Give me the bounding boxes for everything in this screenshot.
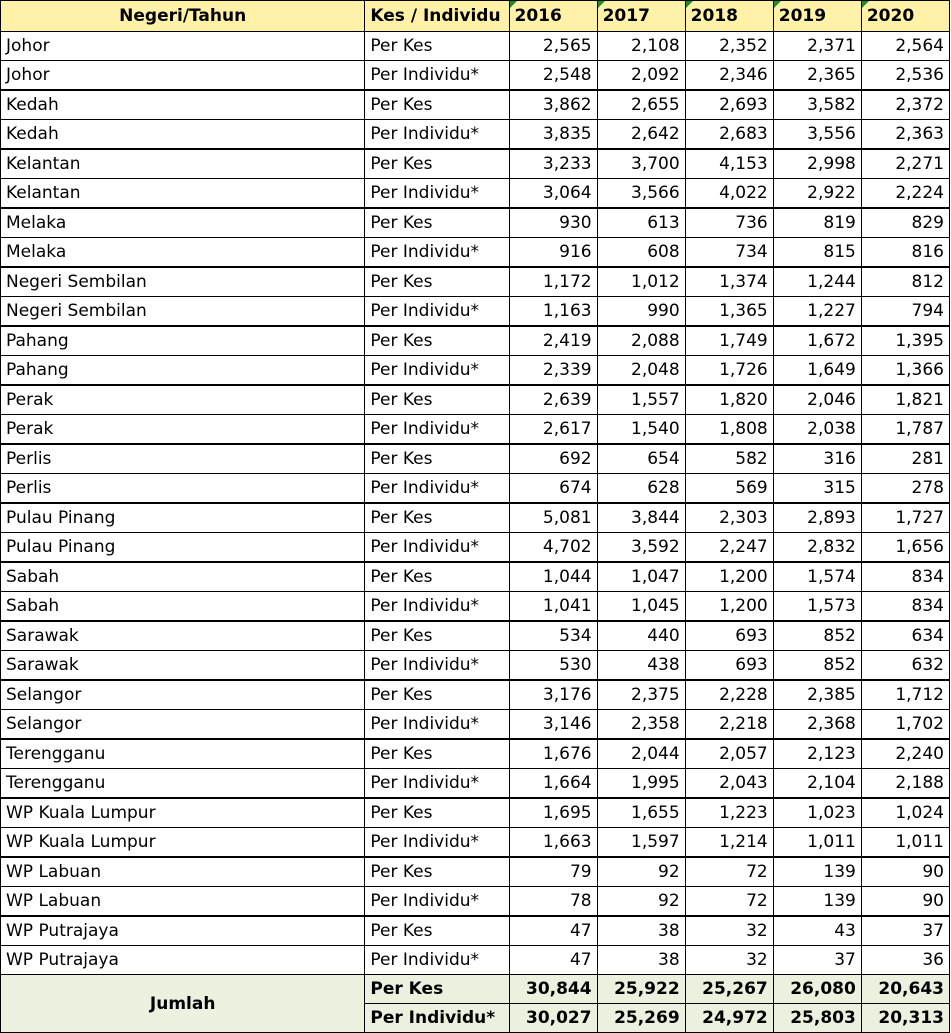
value-cell[interactable]: 37: [773, 946, 861, 975]
total-value-cell[interactable]: 25,803: [773, 1004, 861, 1033]
type-cell[interactable]: Per Individu*: [365, 120, 509, 150]
state-cell[interactable]: Terengganu: [1, 739, 365, 769]
total-value-cell[interactable]: 30,027: [509, 1004, 597, 1033]
value-cell[interactable]: 2,642: [597, 120, 685, 150]
value-cell[interactable]: 1,012: [597, 267, 685, 297]
value-cell[interactable]: 3,582: [773, 90, 861, 120]
value-cell[interactable]: 2,565: [509, 32, 597, 61]
table-row: [1, 798, 950, 828]
state-cell[interactable]: Perak: [1, 385, 365, 415]
state-cell[interactable]: WP Putrajaya: [1, 946, 365, 975]
type-cell[interactable]: Per Kes: [365, 385, 509, 415]
value-cell[interactable]: 2,365: [773, 61, 861, 91]
type-cell[interactable]: Per Kes: [365, 208, 509, 238]
value-cell[interactable]: 3,835: [509, 120, 597, 150]
table-row: [1, 592, 950, 622]
value-cell[interactable]: 1,656: [861, 533, 949, 563]
type-cell[interactable]: Per Individu*: [365, 179, 509, 209]
value-cell[interactable]: 628: [597, 474, 685, 504]
value-cell[interactable]: 2,228: [685, 680, 773, 710]
state-cell[interactable]: Sabah: [1, 562, 365, 592]
value-cell[interactable]: 1,995: [597, 769, 685, 799]
state-cell[interactable]: WP Labuan: [1, 887, 365, 917]
value-cell[interactable]: 736: [685, 208, 773, 238]
value-cell[interactable]: 569: [685, 474, 773, 504]
header-year-2018[interactable]: 2018: [685, 1, 773, 32]
value-cell[interactable]: 1,395: [861, 326, 949, 356]
state-cell[interactable]: Pahang: [1, 326, 365, 356]
value-cell[interactable]: 734: [685, 238, 773, 268]
value-cell[interactable]: 816: [861, 238, 949, 268]
state-cell[interactable]: Perak: [1, 415, 365, 445]
header-row: [1, 1, 950, 32]
value-cell[interactable]: 1,214: [685, 828, 773, 858]
type-cell[interactable]: Per Individu*: [365, 946, 509, 975]
value-cell[interactable]: 38: [597, 946, 685, 975]
type-cell[interactable]: Per Kes: [365, 444, 509, 474]
state-cell[interactable]: Selangor: [1, 710, 365, 740]
table-row: [1, 474, 950, 504]
value-cell[interactable]: 5,081: [509, 503, 597, 533]
table-row: [1, 208, 950, 238]
table-row: [1, 916, 950, 946]
state-cell[interactable]: Melaka: [1, 208, 365, 238]
value-cell[interactable]: 2,247: [685, 533, 773, 563]
table-row: [1, 503, 950, 533]
type-cell[interactable]: Per Kes: [365, 621, 509, 651]
table-row: [1, 179, 950, 209]
value-cell[interactable]: 1,024: [861, 798, 949, 828]
table-row: [1, 120, 950, 150]
value-cell[interactable]: 281: [861, 444, 949, 474]
value-cell[interactable]: 632: [861, 651, 949, 681]
state-cell[interactable]: Kelantan: [1, 179, 365, 209]
value-cell[interactable]: 1,200: [685, 592, 773, 622]
state-cell[interactable]: Selangor: [1, 680, 365, 710]
value-cell[interactable]: 2,372: [861, 90, 949, 120]
total-type-cell[interactable]: Per Kes: [365, 975, 509, 1004]
header-state[interactable]: Negeri/Tahun: [1, 1, 365, 32]
type-cell[interactable]: Per Kes: [365, 916, 509, 946]
value-cell[interactable]: 92: [597, 887, 685, 917]
value-cell[interactable]: 278: [861, 474, 949, 504]
value-cell[interactable]: 2,046: [773, 385, 861, 415]
table-row: [1, 769, 950, 799]
value-cell[interactable]: 819: [773, 208, 861, 238]
value-cell[interactable]: 2,048: [597, 356, 685, 386]
table-row: [1, 32, 950, 61]
state-cell[interactable]: Perlis: [1, 444, 365, 474]
type-cell[interactable]: Per Individu*: [365, 769, 509, 799]
table-row: [1, 415, 950, 445]
header-year-2017[interactable]: 2017: [597, 1, 685, 32]
total-value-cell[interactable]: 26,080: [773, 975, 861, 1004]
type-cell[interactable]: Per Kes: [365, 739, 509, 769]
type-cell[interactable]: Per Kes: [365, 503, 509, 533]
value-cell[interactable]: 72: [685, 887, 773, 917]
value-cell[interactable]: 2,218: [685, 710, 773, 740]
value-cell[interactable]: 2,339: [509, 356, 597, 386]
total-value-cell[interactable]: 20,643: [861, 975, 949, 1004]
header-year-2019[interactable]: 2019: [773, 1, 861, 32]
state-cell[interactable]: WP Putrajaya: [1, 916, 365, 946]
value-cell[interactable]: 2,358: [597, 710, 685, 740]
value-cell[interactable]: 1,366: [861, 356, 949, 386]
value-cell[interactable]: 530: [509, 651, 597, 681]
value-cell[interactable]: 1,664: [509, 769, 597, 799]
type-cell[interactable]: Per Individu*: [365, 356, 509, 386]
table-row: [1, 621, 950, 651]
value-cell[interactable]: 3,146: [509, 710, 597, 740]
value-cell[interactable]: 37: [861, 916, 949, 946]
value-cell[interactable]: 1,041: [509, 592, 597, 622]
table-row: [1, 326, 950, 356]
table-row: [1, 828, 950, 858]
state-cell[interactable]: Johor: [1, 61, 365, 91]
type-cell[interactable]: Per Individu*: [365, 238, 509, 268]
value-cell[interactable]: 438: [597, 651, 685, 681]
value-cell[interactable]: 2,240: [861, 739, 949, 769]
value-cell[interactable]: 3,233: [509, 149, 597, 179]
value-cell[interactable]: 1,821: [861, 385, 949, 415]
value-cell[interactable]: 1,045: [597, 592, 685, 622]
value-cell[interactable]: 1,011: [773, 828, 861, 858]
type-cell[interactable]: Per Kes: [365, 857, 509, 887]
value-cell[interactable]: 2,893: [773, 503, 861, 533]
value-cell[interactable]: 3,064: [509, 179, 597, 209]
type-cell[interactable]: Per Individu*: [365, 474, 509, 504]
value-cell[interactable]: 43: [773, 916, 861, 946]
value-cell[interactable]: 2,363: [861, 120, 949, 150]
value-cell[interactable]: 2,123: [773, 739, 861, 769]
value-cell[interactable]: 1,047: [597, 562, 685, 592]
value-cell[interactable]: 1,655: [597, 798, 685, 828]
value-cell[interactable]: 2,639: [509, 385, 597, 415]
value-cell[interactable]: 1,749: [685, 326, 773, 356]
value-cell[interactable]: 2,693: [685, 90, 773, 120]
table-row: [1, 149, 950, 179]
type-cell[interactable]: Per Individu*: [365, 592, 509, 622]
state-cell[interactable]: Kelantan: [1, 149, 365, 179]
state-cell[interactable]: Kedah: [1, 90, 365, 120]
value-cell[interactable]: 1,649: [773, 356, 861, 386]
value-cell[interactable]: 36: [861, 946, 949, 975]
value-cell[interactable]: 2,088: [597, 326, 685, 356]
value-cell[interactable]: 2,536: [861, 61, 949, 91]
value-cell[interactable]: 1,227: [773, 297, 861, 327]
type-cell[interactable]: Per Individu*: [365, 297, 509, 327]
value-cell[interactable]: 829: [861, 208, 949, 238]
value-cell[interactable]: 3,566: [597, 179, 685, 209]
value-cell[interactable]: 2,375: [597, 680, 685, 710]
table-row: [1, 946, 950, 975]
state-cell[interactable]: Sarawak: [1, 651, 365, 681]
value-cell[interactable]: 613: [597, 208, 685, 238]
value-cell[interactable]: 674: [509, 474, 597, 504]
value-cell[interactable]: 1,820: [685, 385, 773, 415]
total-label[interactable]: Jumlah: [1, 975, 365, 1033]
value-cell[interactable]: 440: [597, 621, 685, 651]
table-row: [1, 562, 950, 592]
table-row: [1, 857, 950, 887]
type-cell[interactable]: Per Kes: [365, 326, 509, 356]
table-row: [1, 297, 950, 327]
value-cell[interactable]: 693: [685, 621, 773, 651]
value-cell[interactable]: 2,188: [861, 769, 949, 799]
value-cell[interactable]: 1,676: [509, 739, 597, 769]
total-value-cell[interactable]: 30,844: [509, 975, 597, 1004]
value-cell[interactable]: 2,271: [861, 149, 949, 179]
value-cell[interactable]: 2,092: [597, 61, 685, 91]
value-cell[interactable]: 2,368: [773, 710, 861, 740]
value-cell[interactable]: 1,808: [685, 415, 773, 445]
value-cell[interactable]: 1,557: [597, 385, 685, 415]
value-cell[interactable]: 2,419: [509, 326, 597, 356]
table-row: [1, 739, 950, 769]
value-cell[interactable]: 1,702: [861, 710, 949, 740]
table-row: [1, 238, 950, 268]
state-cell[interactable]: WP Labuan: [1, 857, 365, 887]
value-cell[interactable]: 79: [509, 857, 597, 887]
state-cell[interactable]: Sarawak: [1, 621, 365, 651]
value-cell[interactable]: 582: [685, 444, 773, 474]
total-value-cell[interactable]: 20,313: [861, 1004, 949, 1033]
value-cell[interactable]: 1,200: [685, 562, 773, 592]
type-cell[interactable]: Per Individu*: [365, 533, 509, 563]
value-cell[interactable]: 2,683: [685, 120, 773, 150]
value-cell[interactable]: 3,700: [597, 149, 685, 179]
value-cell[interactable]: 2,655: [597, 90, 685, 120]
value-cell[interactable]: 4,022: [685, 179, 773, 209]
value-cell[interactable]: 316: [773, 444, 861, 474]
state-cell[interactable]: WP Kuala Lumpur: [1, 798, 365, 828]
value-cell[interactable]: 1,540: [597, 415, 685, 445]
value-cell[interactable]: 2,371: [773, 32, 861, 61]
value-cell[interactable]: 90: [861, 857, 949, 887]
value-cell[interactable]: 692: [509, 444, 597, 474]
value-cell[interactable]: 1,726: [685, 356, 773, 386]
value-cell[interactable]: 47: [509, 946, 597, 975]
total-type-cell[interactable]: Per Individu*: [365, 1004, 509, 1033]
value-cell[interactable]: 92: [597, 857, 685, 887]
value-cell[interactable]: 1,244: [773, 267, 861, 297]
value-cell[interactable]: 1,727: [861, 503, 949, 533]
state-cell[interactable]: Johor: [1, 32, 365, 61]
type-cell[interactable]: Per Individu*: [365, 887, 509, 917]
value-cell[interactable]: 3,176: [509, 680, 597, 710]
value-cell[interactable]: 2,548: [509, 61, 597, 91]
type-cell[interactable]: Per Individu*: [365, 828, 509, 858]
value-cell[interactable]: 834: [861, 592, 949, 622]
type-cell[interactable]: Per Individu*: [365, 61, 509, 91]
table-row: [1, 651, 950, 681]
value-cell[interactable]: 834: [861, 562, 949, 592]
value-cell[interactable]: 1,223: [685, 798, 773, 828]
value-cell[interactable]: 654: [597, 444, 685, 474]
value-cell[interactable]: 693: [685, 651, 773, 681]
value-cell[interactable]: 534: [509, 621, 597, 651]
value-cell[interactable]: 38: [597, 916, 685, 946]
table-row: [1, 61, 950, 91]
value-cell[interactable]: 3,556: [773, 120, 861, 150]
total-value-cell[interactable]: 25,267: [685, 975, 773, 1004]
value-cell[interactable]: 930: [509, 208, 597, 238]
value-cell[interactable]: 1,023: [773, 798, 861, 828]
state-cell[interactable]: Pulau Pinang: [1, 503, 365, 533]
value-cell[interactable]: 2,303: [685, 503, 773, 533]
value-cell[interactable]: 1,663: [509, 828, 597, 858]
type-cell[interactable]: Per Kes: [365, 798, 509, 828]
value-cell[interactable]: 2,057: [685, 739, 773, 769]
state-cell[interactable]: Melaka: [1, 238, 365, 268]
value-cell[interactable]: 1,172: [509, 267, 597, 297]
value-cell[interactable]: 2,352: [685, 32, 773, 61]
header-type[interactable]: Kes / Individu: [365, 1, 509, 32]
table-row: [1, 710, 950, 740]
value-cell[interactable]: 815: [773, 238, 861, 268]
value-cell[interactable]: 1,597: [597, 828, 685, 858]
value-cell[interactable]: 2,346: [685, 61, 773, 91]
state-cell[interactable]: Pahang: [1, 356, 365, 386]
value-cell[interactable]: 3,862: [509, 90, 597, 120]
value-cell[interactable]: 794: [861, 297, 949, 327]
value-cell[interactable]: 2,104: [773, 769, 861, 799]
value-cell[interactable]: 812: [861, 267, 949, 297]
value-cell[interactable]: 1,787: [861, 415, 949, 445]
state-cell[interactable]: WP Kuala Lumpur: [1, 828, 365, 858]
value-cell[interactable]: 139: [773, 857, 861, 887]
total-value-cell[interactable]: 25,922: [597, 975, 685, 1004]
total-value-cell[interactable]: 24,972: [685, 1004, 773, 1033]
value-cell[interactable]: 1,011: [861, 828, 949, 858]
value-cell[interactable]: 2,038: [773, 415, 861, 445]
table-row: [1, 533, 950, 563]
value-cell[interactable]: 1,374: [685, 267, 773, 297]
value-cell[interactable]: 608: [597, 238, 685, 268]
value-cell[interactable]: 3,844: [597, 503, 685, 533]
value-cell[interactable]: 916: [509, 238, 597, 268]
value-cell[interactable]: 2,385: [773, 680, 861, 710]
value-cell[interactable]: 1,712: [861, 680, 949, 710]
table-row: [1, 887, 950, 917]
value-cell[interactable]: 47: [509, 916, 597, 946]
total-value-cell[interactable]: 25,269: [597, 1004, 685, 1033]
state-cell[interactable]: Negeri Sembilan: [1, 297, 365, 327]
value-cell[interactable]: 1,573: [773, 592, 861, 622]
value-cell[interactable]: 1,574: [773, 562, 861, 592]
value-cell[interactable]: 315: [773, 474, 861, 504]
value-cell[interactable]: 90: [861, 887, 949, 917]
value-cell[interactable]: 1,695: [509, 798, 597, 828]
value-cell[interactable]: 3,592: [597, 533, 685, 563]
value-cell[interactable]: 78: [509, 887, 597, 917]
value-cell[interactable]: 852: [773, 651, 861, 681]
value-cell[interactable]: 72: [685, 857, 773, 887]
value-cell[interactable]: 634: [861, 621, 949, 651]
value-cell[interactable]: 2,832: [773, 533, 861, 563]
value-cell[interactable]: 990: [597, 297, 685, 327]
table-row: [1, 385, 950, 415]
value-cell[interactable]: 1,672: [773, 326, 861, 356]
table-row: [1, 680, 950, 710]
value-cell[interactable]: 2,998: [773, 149, 861, 179]
value-cell[interactable]: 32: [685, 916, 773, 946]
value-cell[interactable]: 32: [685, 946, 773, 975]
value-cell[interactable]: 4,702: [509, 533, 597, 563]
type-cell[interactable]: Per Individu*: [365, 710, 509, 740]
value-cell[interactable]: 4,153: [685, 149, 773, 179]
type-cell[interactable]: Per Kes: [365, 149, 509, 179]
header-year-2020[interactable]: 2020: [861, 1, 949, 32]
total-row-kes: [1, 975, 950, 1004]
state-cell[interactable]: Perlis: [1, 474, 365, 504]
value-cell[interactable]: 2,922: [773, 179, 861, 209]
type-cell[interactable]: Per Kes: [365, 267, 509, 297]
state-cell[interactable]: Sabah: [1, 592, 365, 622]
type-cell[interactable]: Per Individu*: [365, 651, 509, 681]
value-cell[interactable]: 2,617: [509, 415, 597, 445]
value-cell[interactable]: 1,044: [509, 562, 597, 592]
table-row: [1, 90, 950, 120]
state-cell[interactable]: Kedah: [1, 120, 365, 150]
table-row: [1, 267, 950, 297]
type-cell[interactable]: Per Kes: [365, 32, 509, 61]
value-cell[interactable]: 2,224: [861, 179, 949, 209]
header-year-2016[interactable]: 2016: [509, 1, 597, 32]
type-cell[interactable]: Per Individu*: [365, 415, 509, 445]
value-cell[interactable]: 2,044: [597, 739, 685, 769]
value-cell[interactable]: 139: [773, 887, 861, 917]
state-cell[interactable]: Negeri Sembilan: [1, 267, 365, 297]
value-cell[interactable]: 2,564: [861, 32, 949, 61]
value-cell[interactable]: 2,108: [597, 32, 685, 61]
state-cell[interactable]: Terengganu: [1, 769, 365, 799]
type-cell[interactable]: Per Kes: [365, 90, 509, 120]
type-cell[interactable]: Per Kes: [365, 680, 509, 710]
table-row: [1, 444, 950, 474]
table-row: [1, 356, 950, 386]
value-cell[interactable]: 2,043: [685, 769, 773, 799]
value-cell[interactable]: 1,365: [685, 297, 773, 327]
value-cell[interactable]: 1,163: [509, 297, 597, 327]
value-cell[interactable]: 852: [773, 621, 861, 651]
state-cell[interactable]: Pulau Pinang: [1, 533, 365, 563]
type-cell[interactable]: Per Kes: [365, 562, 509, 592]
